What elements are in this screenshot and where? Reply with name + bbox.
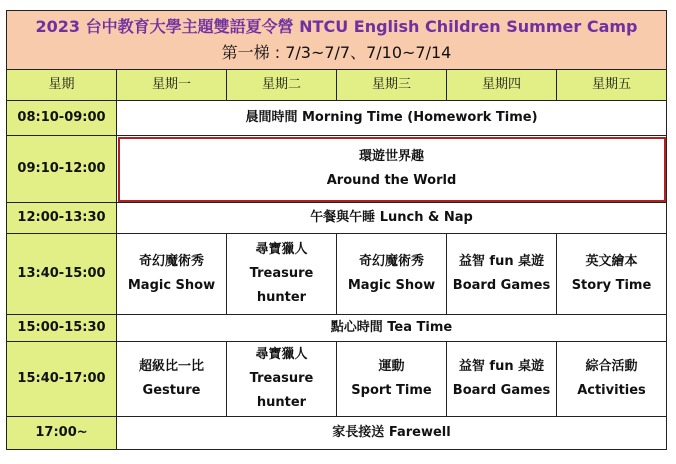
schedule-table bbox=[6, 10, 667, 450]
activity-cell bbox=[117, 136, 667, 203]
time-cell: 09:10-12:00 bbox=[7, 136, 117, 203]
activity-cell bbox=[337, 342, 447, 417]
header-cell: 星期三 bbox=[337, 70, 447, 101]
table-row bbox=[7, 342, 667, 417]
activity-en: Story Time bbox=[571, 278, 652, 293]
activity-zh: 綜合活動 bbox=[585, 359, 638, 374]
activity-cell bbox=[447, 234, 557, 315]
activity-en: Sport Time bbox=[351, 383, 432, 398]
activity-en: Treasure hunter bbox=[249, 266, 314, 305]
activity-en: Magic Show bbox=[347, 278, 436, 293]
time-cell: 12:00-13:30 bbox=[7, 203, 117, 234]
activity-en: Board Games bbox=[452, 383, 551, 398]
activity-cell: 晨間時間 Morning Time (Homework Time) bbox=[117, 101, 667, 136]
activity-en: Treasure hunter bbox=[249, 371, 314, 410]
activity-en: Around the World bbox=[326, 173, 457, 188]
activity-zh: 超級比一比 bbox=[138, 359, 204, 374]
page-title: 2023 台中教育大學主題雙語夏令營 NTCU English Children Summer Camp bbox=[35, 17, 638, 36]
time-cell: 08:10-09:00 bbox=[7, 101, 117, 136]
activity-zh: 尋寶獵人 bbox=[255, 242, 308, 257]
activity-cell bbox=[117, 234, 227, 315]
header-cell: 星期一 bbox=[117, 70, 227, 101]
activity-en: Magic Show bbox=[127, 278, 216, 293]
activity-zh: 環遊世界趣 bbox=[358, 149, 424, 164]
page-subtitle: 第一梯 : 7/3~7/7、7/10~7/14 bbox=[221, 43, 452, 62]
activity-cell: 點心時間 Tea Time bbox=[117, 315, 667, 342]
time-cell: 15:40-17:00 bbox=[7, 342, 117, 417]
table-row bbox=[7, 101, 667, 136]
activity-cell bbox=[227, 234, 337, 315]
header-row bbox=[7, 70, 667, 101]
activity-cell bbox=[337, 234, 447, 315]
header-cell: 星期二 bbox=[227, 70, 337, 101]
activity-cell bbox=[227, 342, 337, 417]
time-cell: 15:00-15:30 bbox=[7, 315, 117, 342]
table-row bbox=[7, 203, 667, 234]
header-cell: 星期四 bbox=[447, 70, 557, 101]
activity-zh: 英文繪本 bbox=[585, 254, 638, 269]
activity-cell bbox=[557, 234, 667, 315]
activity-zh: 運動 bbox=[378, 359, 405, 374]
time-cell: 17:00~ bbox=[7, 417, 117, 450]
table-row bbox=[7, 417, 667, 450]
table-row bbox=[7, 136, 667, 203]
table-row bbox=[7, 234, 667, 315]
title-cell bbox=[7, 11, 667, 70]
activity-zh: 奇幻魔術秀 bbox=[138, 254, 204, 269]
activity-zh: 益智 fun 桌遊 bbox=[458, 254, 545, 269]
header-cell: 星期五 bbox=[557, 70, 667, 101]
table-row bbox=[7, 315, 667, 342]
schedule-document bbox=[6, 10, 667, 450]
activity-cell bbox=[557, 342, 667, 417]
time-cell: 13:40-15:00 bbox=[7, 234, 117, 315]
activity-cell bbox=[447, 342, 557, 417]
activity-zh: 尋寶獵人 bbox=[255, 347, 308, 362]
activity-cell bbox=[117, 342, 227, 417]
activity-cell: 午餐與午睡 Lunch & Nap bbox=[117, 203, 667, 234]
activity-cell: 家長接送 Farewell bbox=[117, 417, 667, 450]
activity-en: Gesture bbox=[142, 383, 201, 398]
header-cell: 星期 bbox=[7, 70, 117, 101]
activity-en: Board Games bbox=[452, 278, 551, 293]
activity-en: Activities bbox=[577, 383, 646, 398]
activity-zh: 奇幻魔術秀 bbox=[358, 254, 424, 269]
activity-zh: 益智 fun 桌遊 bbox=[458, 359, 545, 374]
